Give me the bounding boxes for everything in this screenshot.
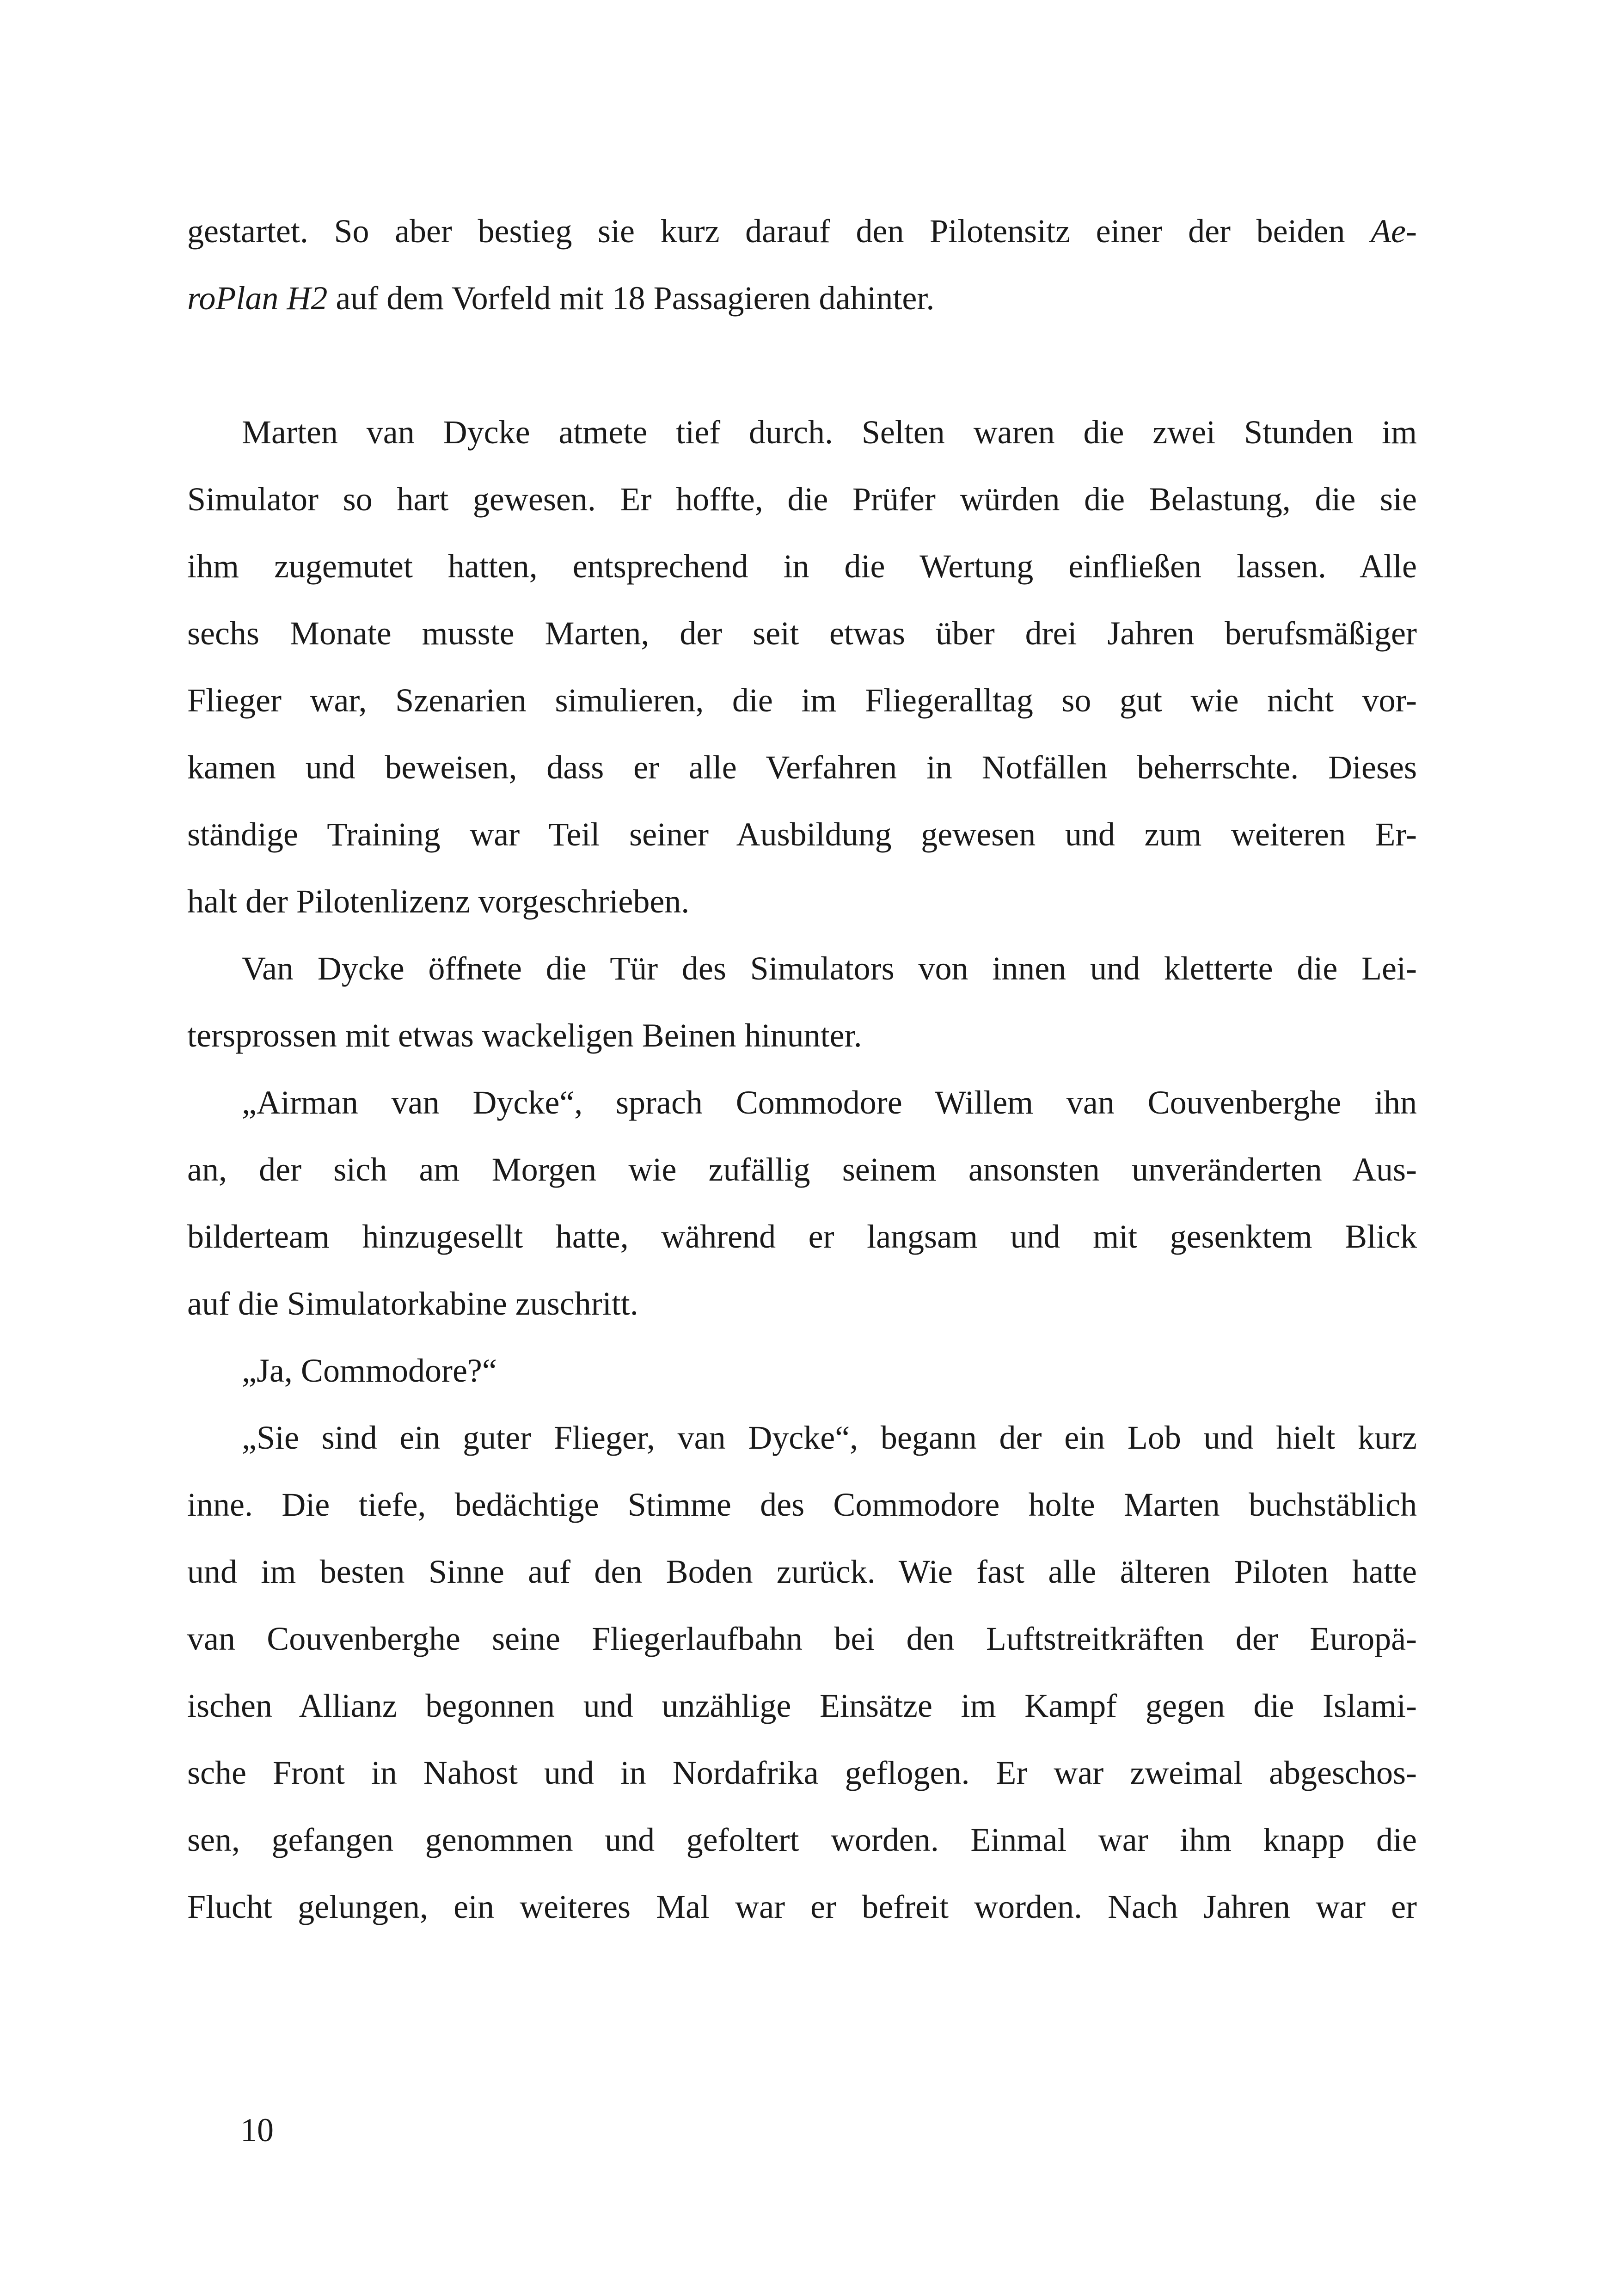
paragraph-first-line: „Sie sind ein guter Flieger, van Dycke“, begann der ein Lob und hielt kurz [242,1419,1417,1456]
page-number: 10 [240,2112,274,2149]
text-line: Flucht gelungen, ein weiteres Mal war er befreit worden. Nach Jahren war er [187,1888,1417,1925]
text-line: bilderteam hinzugesellt hatte, während er langsam und mit gesenktem Blick [187,1218,1417,1255]
text-line: sche Front in Nahost und in Nordafrika geflogen. Er war zweimal abgeschos- [187,1754,1417,1791]
text-line: an, der sich am Morgen wie zufällig seinem ansonsten unveränderten Aus- [187,1151,1417,1188]
text-line: tersprossen mit etwas wackeligen Beinen hinunter. [187,1017,862,1054]
text-line: Flieger war, Szenarien simulieren, die im Fliegeralltag so gut wie nicht vor- [187,682,1417,719]
text-line: auf die Simulatorkabine zuschritt. [187,1285,638,1322]
text-line: sen, gefangen genommen und gefoltert worden. Einmal war ihm knapp die [187,1821,1417,1858]
text-span: auf dem Vorfeld mit 18 Passagieren dahinter. [327,280,935,317]
text-line: sechs Monate musste Marten, der seit etwas über drei Jahren berufsmäßiger [187,615,1417,652]
text-line: ischen Allianz begonnen und unzählige Einsätze im Kampf gegen die Islami- [187,1687,1417,1724]
italic-title: Ae- [1371,213,1417,250]
text-line: Simulator so hart gewesen. Er hoffte, die Prüfer würden die Belastung, die sie [187,481,1417,518]
text-span: gestartet. So aber bestieg sie kurz darauf den Pilotensitz einer der beiden [187,213,1371,250]
text-line: halt der Pilotenlizenz vorgeschrieben. [187,883,690,920]
text-line [187,273,934,324]
paragraph-first-line: „Airman van Dycke“, sprach Commodore Willem van Couvenberghe ihn [242,1084,1417,1121]
text-line: inne. Die tiefe, bedächtige Stimme des Commodore holte Marten buchstäblich [187,1486,1417,1523]
paragraph-first-line: Van Dycke öffnete die Tür des Simulators von innen und kletterte die Lei- [242,950,1417,987]
text-line: ihm zugemutet hatten, entsprechend in die Wertung einfließen lassen. Alle [187,548,1417,585]
text-line: van Couvenberghe seine Fliegerlaufbahn bei den Luftstreitkräften der Europä- [187,1620,1417,1657]
paragraph-first-line: Marten van Dycke atmete tief durch. Selten waren die zwei Stunden im [242,414,1417,451]
text-line: kamen und beweisen, dass er alle Verfahren in Notfällen beherrschte. Dieses [187,749,1417,786]
text-line: und im besten Sinne auf den Boden zurück. Wie fast alle älteren Piloten hatte [187,1553,1417,1590]
text-line: ständige Training war Teil seiner Ausbildung gewesen und zum weiteren Er- [187,816,1417,853]
text-line [187,206,1417,257]
paragraph-first-line: „Ja, Commodore?“ [242,1352,497,1389]
italic-title: roPlan H2 [187,280,328,317]
